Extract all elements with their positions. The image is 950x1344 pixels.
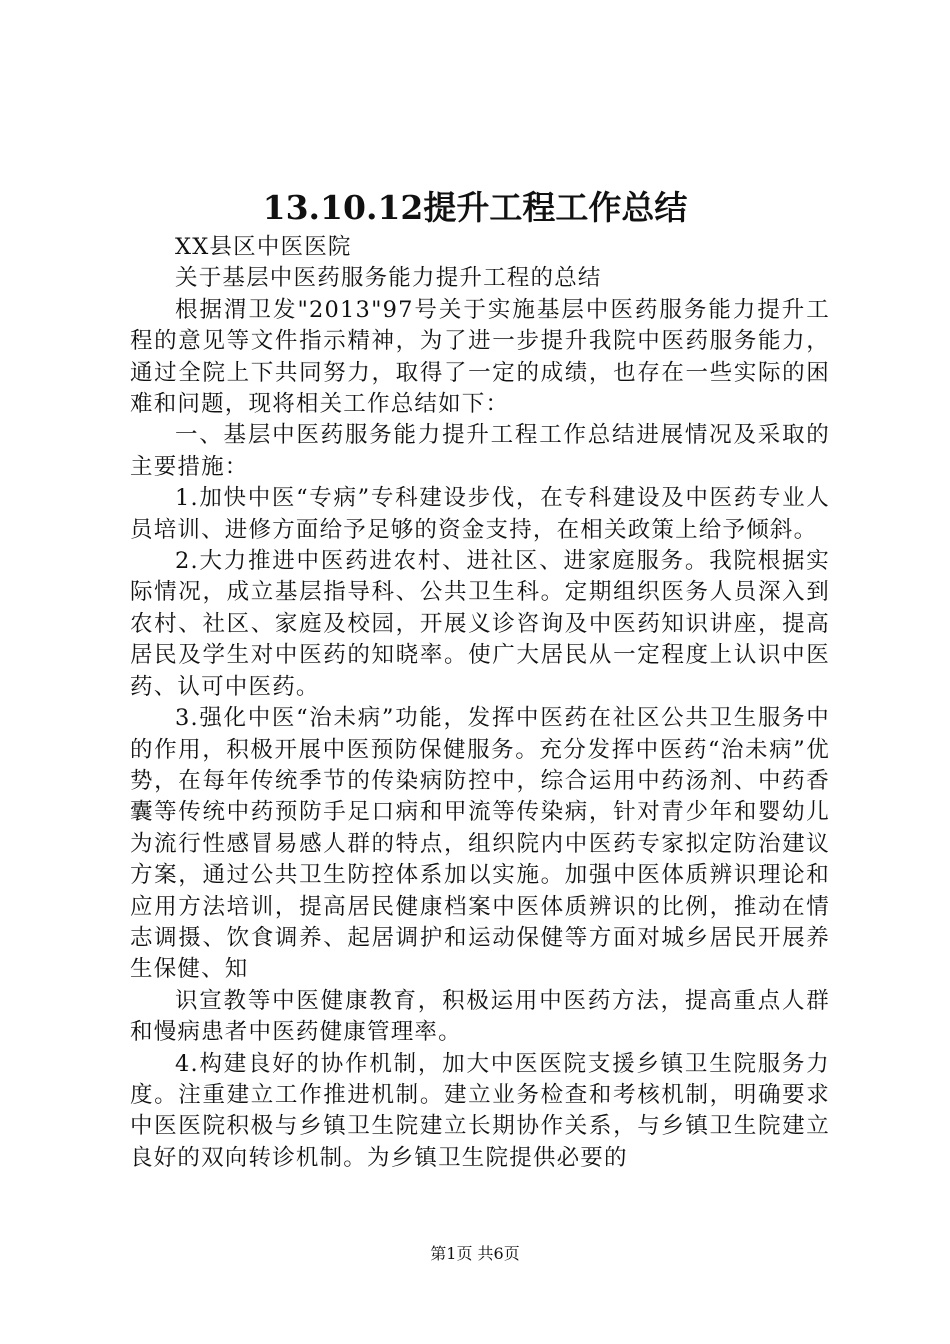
paragraph-subtitle: 关于基层中医药服务能力提升工程的总结 <box>175 265 602 292</box>
paragraph-intro: 根据渭卫发"2013"97号关于实施基层中医药服务能力提升工程的意见等文件指示精神，为了进一步提升我院中医药服务能力，通过全院上下共同努力，取得了一定的成绩，也存在一些实际的困难和问题，现将相关工作总结如下： <box>130 296 830 418</box>
paragraph-section-heading: 一、基层中医药服务能力提升工程工作总结进展情况及采取的主要措施： <box>130 422 830 480</box>
paragraph-item-3: 3.强化中医“治未病”功能，发挥中医药在社区公共卫生服务中的作用，积极开展中医预防保健服务。充分发挥中医药“治未病”优势，在每年传统季节的传染病防控中，综合运用中药汤剂、中药香囊等传统中药预防手足口病和甲流等传染病，针对青少年和婴幼儿为流行性感冒易感人群的特点，组织院内中医药专家拟定防治建议方案，通过公共卫生防控体系加以实施。加强中医体质辨识理论和应用方法培训，提高居民健康档案中医体质辨识的比例，推动在情志调摄、饮食调养、起居调护和运动保健等方面对城乡居民开展养生保健、知 <box>130 705 830 983</box>
paragraph-item-4: 4.构建良好的协作机制，加大中医医院支援乡镇卫生院服务力度。注重建立工作推进机制。建立业务检查和考核机制，明确要求中医医院积极与乡镇卫生院建立长期协作关系，与乡镇卫生院建立良好的双向转诊机制。为乡镇卫生院提供必要的 <box>130 1050 830 1171</box>
paragraph-hospital-name: XX县区中医医院 <box>175 234 352 260</box>
document-body <box>130 232 830 1174</box>
paragraph-item-3-continued: 识宣教等中医健康教育，积极运用中医药方法，提高重点人群和慢病患者中医药健康管理率。 <box>130 987 830 1046</box>
document-title: 13.10.12提升工程工作总结 <box>262 188 688 227</box>
paragraph-item-1: 1.加快中医“专病”专科建设步伐，在专科建设及中医药专业人员培训、进修方面给予足够的资金支持，在相关政策上给予倾斜。 <box>130 485 830 543</box>
paragraph-item-2: 2.大力推进中医药进农村、进社区、进家庭服务。我院根据实际情况，成立基层指导科、公共卫生科。定期组织医务人员深入到农村、社区、家庭及校园，开展义诊咨询及中医药知识讲座，提高居民及学生对中医药的知晓率。使广大居民从一定程度上认识中医药、认可中医药。 <box>130 548 830 700</box>
page-footer: 第1页 共6页 <box>430 1244 520 1263</box>
